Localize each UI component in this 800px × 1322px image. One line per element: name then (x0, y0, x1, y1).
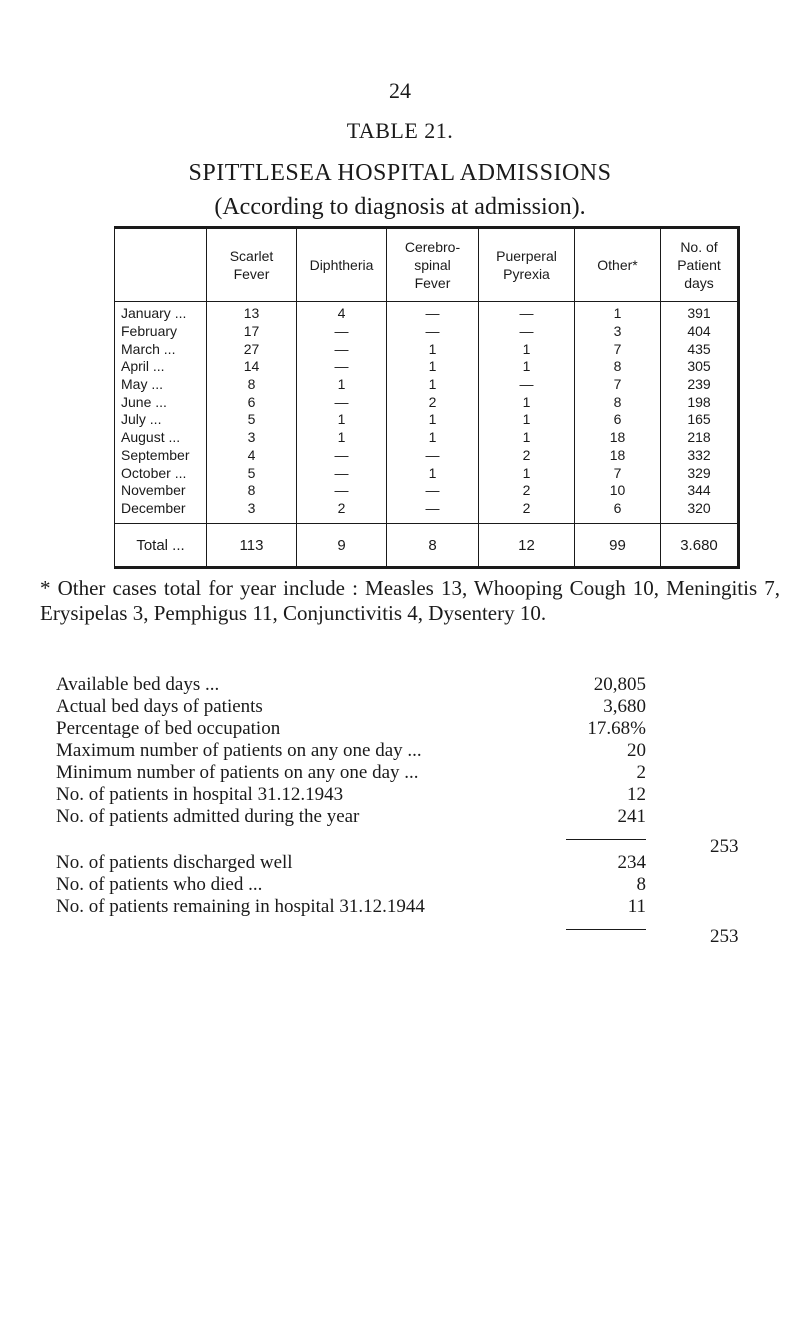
stats-total-1: 253 (710, 836, 739, 857)
stat-value: 234 (617, 852, 646, 873)
cell-cerebro: — (387, 302, 479, 323)
stat-value: 3,680 (603, 696, 646, 717)
page-number: 24 (389, 78, 411, 103)
cell-puerperal: 1 (479, 411, 575, 429)
cell-scarlet: 27 (207, 340, 297, 358)
cell-diphtheria: 1 (297, 411, 387, 429)
cell-month: July ... (115, 411, 207, 429)
total-diphtheria: 9 (297, 524, 387, 568)
cell-scarlet: 14 (207, 358, 297, 376)
cell-other: 7 (575, 376, 661, 394)
total-label: Total ... (115, 524, 207, 568)
cell-puerperal: 1 (479, 358, 575, 376)
stat-value: 11 (627, 896, 646, 917)
stat-row (56, 696, 756, 718)
header-patient-days: No. of Patient days (661, 228, 739, 302)
cell-puerperal: 1 (479, 464, 575, 482)
cell-days: 218 (661, 429, 739, 447)
cell-diphtheria: — (297, 358, 387, 376)
stat-value: 12 (627, 784, 646, 805)
cell-month: August ... (115, 429, 207, 447)
cell-other: 3 (575, 323, 661, 341)
stat-value: 20 (627, 740, 646, 761)
cell-puerperal: — (479, 302, 575, 323)
cell-cerebro: 1 (387, 411, 479, 429)
cell-diphtheria: 1 (297, 429, 387, 447)
cell-days: 320 (661, 500, 739, 524)
cell-diphtheria: — (297, 393, 387, 411)
stat-label: No. of patients who died ... (56, 874, 263, 895)
cell-cerebro: — (387, 482, 479, 500)
cell-other: 10 (575, 482, 661, 500)
cell-puerperal: — (479, 323, 575, 341)
stat-row (56, 852, 756, 874)
subtotal-rule (566, 839, 646, 840)
stat-label: Percentage of bed occupation (56, 718, 281, 739)
header-scarlet-fever: Scarlet Fever (207, 228, 297, 302)
subtitle: (According to diagnosis at admission). (214, 194, 586, 220)
table-row (115, 340, 739, 358)
cell-days: 344 (661, 482, 739, 500)
stat-row (56, 896, 756, 918)
table-row (115, 358, 739, 376)
cell-scarlet: 4 (207, 447, 297, 465)
stat-row (56, 874, 756, 896)
cell-puerperal: 1 (479, 429, 575, 447)
cell-other: 6 (575, 411, 661, 429)
admissions-table (114, 226, 740, 569)
cell-cerebro: 2 (387, 393, 479, 411)
table-row (115, 323, 739, 341)
cell-diphtheria: — (297, 447, 387, 465)
header-puerperal-pyrexia: Puerperal Pyrexia (479, 228, 575, 302)
cell-diphtheria: — (297, 340, 387, 358)
cell-diphtheria: 1 (297, 376, 387, 394)
cell-other: 8 (575, 358, 661, 376)
stat-row (56, 784, 756, 806)
table-row (115, 302, 739, 323)
main-title: SPITTLESEA HOSPITAL ADMISSIONS (188, 160, 612, 186)
cell-puerperal: 2 (479, 447, 575, 465)
stat-row (56, 718, 756, 740)
total-rule (566, 929, 646, 930)
cell-days: 239 (661, 376, 739, 394)
total-days: 3.680 (661, 524, 739, 568)
table-total-row (115, 524, 739, 568)
cell-days: 198 (661, 393, 739, 411)
cell-other: 8 (575, 393, 661, 411)
stat-label: Minimum number of patients on any one day ... (56, 762, 419, 783)
cell-other: 6 (575, 500, 661, 524)
cell-other: 7 (575, 464, 661, 482)
cell-diphtheria: 2 (297, 500, 387, 524)
stat-value: 17.68% (587, 718, 646, 739)
stat-label: Available bed days ... (56, 674, 220, 695)
cell-days: 329 (661, 464, 739, 482)
header-other: Other* (575, 228, 661, 302)
cell-puerperal: — (479, 376, 575, 394)
cell-cerebro: 1 (387, 429, 479, 447)
cell-puerperal: 1 (479, 340, 575, 358)
cell-month: September (115, 447, 207, 465)
cell-diphtheria: 4 (297, 302, 387, 323)
cell-days: 435 (661, 340, 739, 358)
stat-value: 20,805 (593, 674, 646, 695)
cell-puerperal: 2 (479, 500, 575, 524)
stat-label: No. of patients remaining in hospital 31.12.1944 (56, 896, 425, 917)
cell-diphtheria: — (297, 482, 387, 500)
stat-label: No. of patients admitted during the year (56, 806, 360, 827)
table-row (115, 500, 739, 524)
stat-label: No. of patients in hospital 31.12.1943 (56, 784, 344, 805)
stat-row (56, 674, 756, 696)
table-row (115, 376, 739, 394)
cell-diphtheria: — (297, 464, 387, 482)
stat-row (56, 740, 756, 762)
stats-group-2 (56, 852, 756, 918)
stat-label: Actual bed days of patients (56, 696, 263, 717)
stats-total-2: 253 (710, 926, 739, 947)
header-cerebro-spinal-fever: Cerebro- spinal Fever (387, 228, 479, 302)
cell-cerebro: — (387, 323, 479, 341)
table-row (115, 411, 739, 429)
cell-month: December (115, 500, 207, 524)
header-diphtheria: Diphtheria (297, 228, 387, 302)
cell-cerebro: 1 (387, 340, 479, 358)
stat-row (56, 762, 756, 784)
cell-scarlet: 13 (207, 302, 297, 323)
table-row (115, 393, 739, 411)
stat-value: 8 (636, 874, 646, 895)
cell-month: November (115, 482, 207, 500)
stat-label: No. of patients discharged well (56, 852, 293, 873)
cell-month: May ... (115, 376, 207, 394)
cell-scarlet: 6 (207, 393, 297, 411)
cell-diphtheria: — (297, 323, 387, 341)
stats-group-1 (56, 674, 756, 828)
stat-label: Maximum number of patients on any one day ... (56, 740, 422, 761)
cell-days: 165 (661, 411, 739, 429)
cell-month: April ... (115, 358, 207, 376)
cell-cerebro: — (387, 500, 479, 524)
cell-scarlet: 5 (207, 464, 297, 482)
cell-days: 391 (661, 302, 739, 323)
table-row (115, 464, 739, 482)
cell-scarlet: 3 (207, 500, 297, 524)
table-row (115, 429, 739, 447)
cell-puerperal: 2 (479, 482, 575, 500)
cell-cerebro: — (387, 447, 479, 465)
stats-total-row (56, 918, 756, 947)
cell-scarlet: 17 (207, 323, 297, 341)
bed-statistics (56, 674, 756, 947)
cell-other: 1 (575, 302, 661, 323)
total-cerebro: 8 (387, 524, 479, 568)
cell-cerebro: 1 (387, 464, 479, 482)
cell-month: June ... (115, 393, 207, 411)
total-scarlet: 113 (207, 524, 297, 568)
cell-other: 18 (575, 447, 661, 465)
stat-value: 241 (617, 806, 646, 827)
cell-cerebro: 1 (387, 358, 479, 376)
cell-month: January ... (115, 302, 207, 323)
table-header-row (115, 228, 739, 302)
cell-scarlet: 8 (207, 376, 297, 394)
cell-scarlet: 8 (207, 482, 297, 500)
cell-month: February (115, 323, 207, 341)
header-month (115, 228, 207, 302)
stat-value: 2 (636, 762, 646, 783)
cell-other: 7 (575, 340, 661, 358)
stats-subtotal-row (56, 828, 756, 857)
cell-days: 404 (661, 323, 739, 341)
table-title: TABLE 21. (346, 118, 454, 143)
stat-row (56, 806, 756, 828)
cell-scarlet: 3 (207, 429, 297, 447)
table-row (115, 482, 739, 500)
cell-days: 305 (661, 358, 739, 376)
cell-scarlet: 5 (207, 411, 297, 429)
table-row (115, 447, 739, 465)
cell-cerebro: 1 (387, 376, 479, 394)
footnote: * Other cases total for year include : Measles 13, Whooping Cough 10, Meningitis 7, Erysipelas 3, Pemphigus 11, Conjunctivitis 4, Dysentery 10. (40, 576, 780, 625)
total-other: 99 (575, 524, 661, 568)
total-puerperal: 12 (479, 524, 575, 568)
cell-month: March ... (115, 340, 207, 358)
cell-month: October ... (115, 464, 207, 482)
cell-other: 18 (575, 429, 661, 447)
cell-days: 332 (661, 447, 739, 465)
cell-puerperal: 1 (479, 393, 575, 411)
